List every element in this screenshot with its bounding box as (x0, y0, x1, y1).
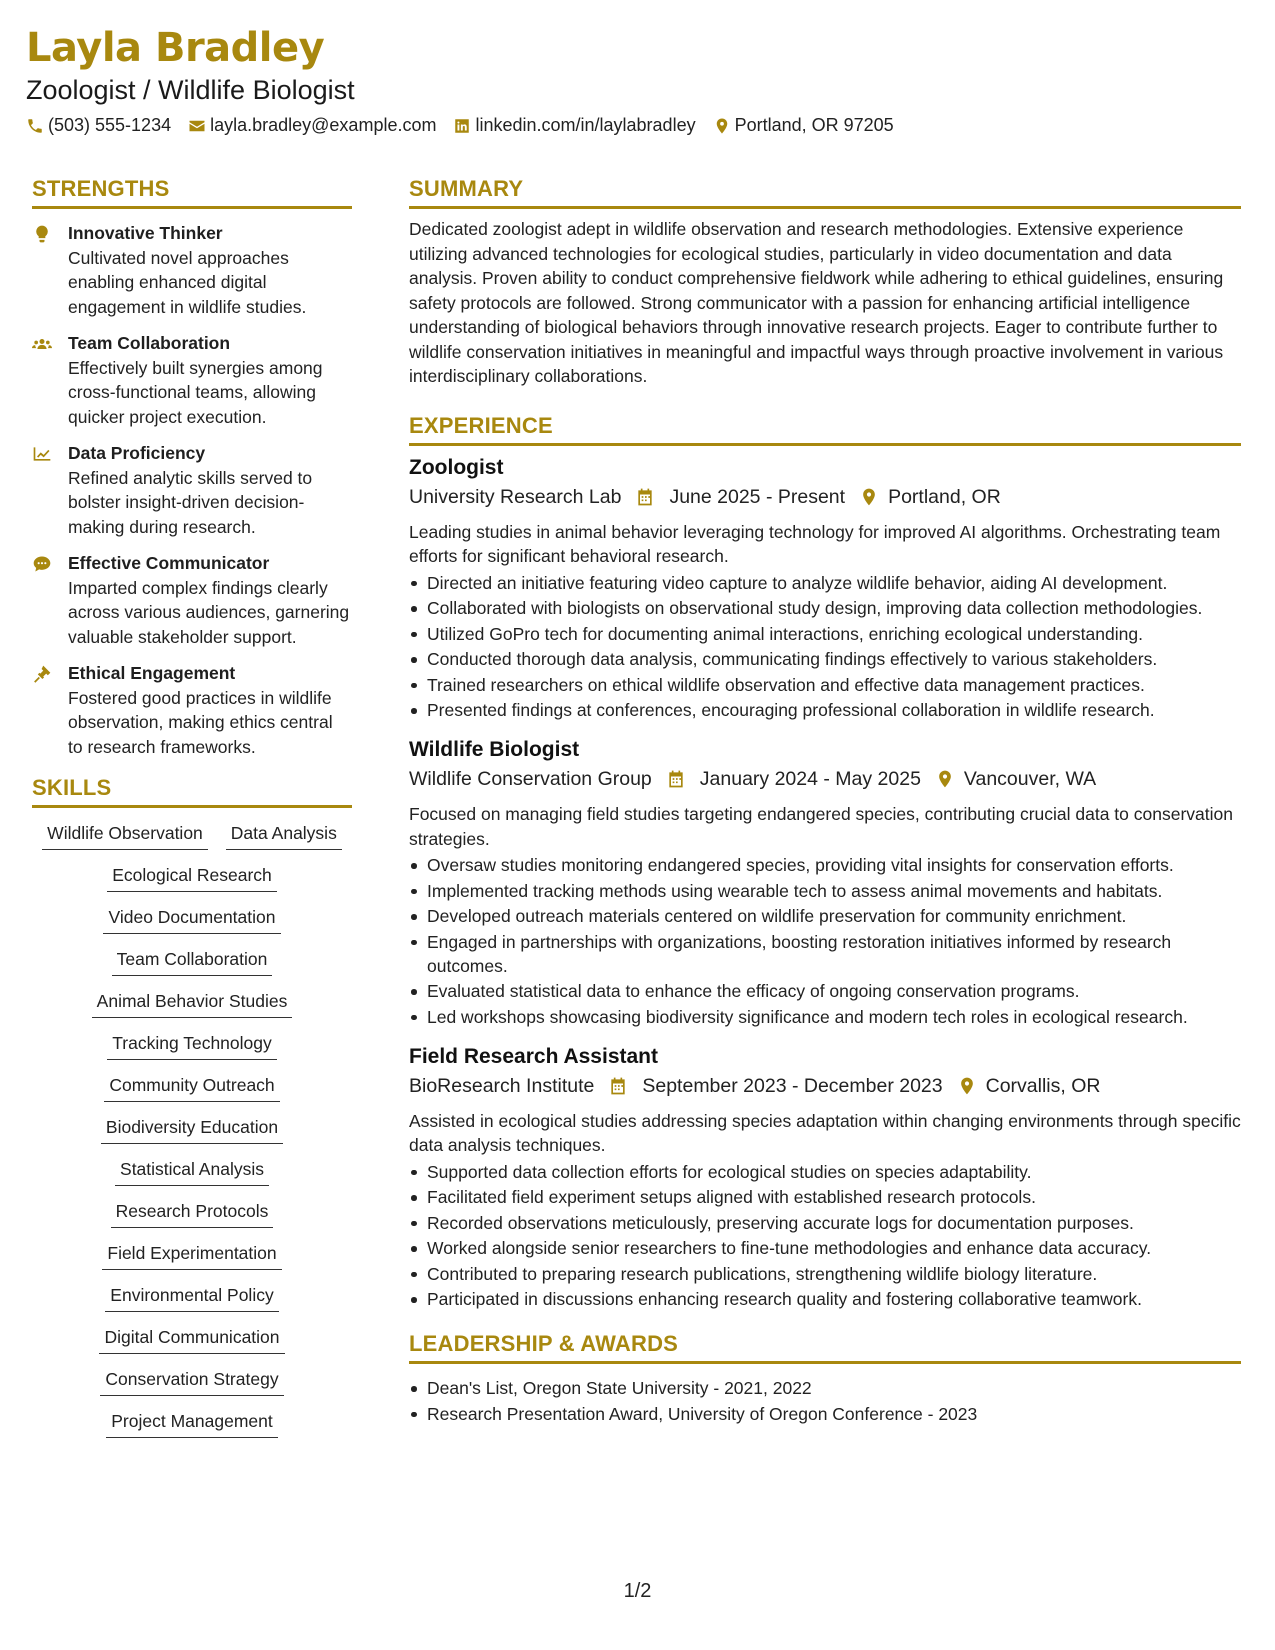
job-dates: June 2025 - Present (669, 485, 846, 508)
bullet-item: Collaborated with biologists on observational study design, improving data collection methodologies. (427, 596, 1241, 620)
job-dates: September 2023 - December 2023 (642, 1074, 943, 1097)
bullet-item: Trained researchers on ethical wildlife observation and effective data management practices. (427, 673, 1241, 697)
candidate-title: Zoologist / Wildlife Biologist (26, 75, 355, 105)
strengths-heading: STRENGTHS (32, 172, 352, 209)
skill-tag: Project Management (106, 1408, 277, 1438)
award-item: Research Presentation Award, University of Oregon Conference - 2023 (427, 1402, 1241, 1426)
job-location: Vancouver, WA (963, 768, 1097, 790)
strengths-list (32, 217, 352, 759)
skill-tag: Ecological Research (107, 862, 277, 892)
bullet-item: Recorded observations meticulously, preserving accurate logs for documentation purposes. (427, 1211, 1241, 1235)
phone-icon (26, 117, 44, 135)
skill-tag: Research Protocols (111, 1198, 274, 1228)
job-entry (409, 454, 1241, 723)
skill-tag: Team Collaboration (112, 946, 273, 976)
resume-header (26, 22, 1249, 136)
calendar-icon (608, 1076, 628, 1096)
location-text: Portland, OR 97205 (734, 115, 894, 135)
awards-list (409, 1372, 1241, 1426)
job-meta (409, 1071, 1241, 1101)
skill-tag: Conservation Strategy (100, 1366, 283, 1396)
strength-desc: Refined analytic skills served to bolster insight-driven decision-making during research. (68, 467, 313, 537)
bullet-item: Facilitated field experiment setups aligned with established research protocols. (427, 1185, 1241, 1209)
job-bullets (409, 853, 1241, 1029)
strength-title: Effective Communicator (68, 553, 270, 573)
contact-linkedin[interactable] (453, 115, 695, 136)
job-meta (409, 764, 1241, 794)
skill-tag: Digital Communication (99, 1324, 284, 1354)
strength-title: Data Proficiency (68, 443, 206, 463)
bullet-item: Utilized GoPro tech for documenting animal interactions, enriching ecological understanding. (427, 622, 1241, 646)
linkedin-icon (453, 117, 471, 135)
location-icon (859, 487, 879, 507)
job-description: Leading studies in animal behavior leveraging technology for improved AI algorithms. Orchestrating team efforts for significant behavioral research. (409, 521, 1221, 566)
skill-tag: Animal Behavior Studies (92, 988, 293, 1018)
skill-tag: Community Outreach (104, 1072, 279, 1102)
contact-email[interactable] (188, 115, 436, 136)
bullet-item: Led workshops showcasing biodiversity significance and modern tech roles in ecological research. (427, 1005, 1241, 1029)
job-title: Wildlife Biologist (409, 738, 580, 761)
bullet-item: Conducted thorough data analysis, communicating findings effectively to various stakeholders. (427, 647, 1241, 671)
phone-text: (503) 555-1234 (48, 115, 172, 135)
speech-bubble-icon (32, 554, 52, 574)
email-icon (188, 117, 206, 135)
job-location: Corvallis, OR (985, 1074, 1101, 1097)
bullet-item: Evaluated statistical data to enhance the efficacy of ongoing conservation programs. (427, 979, 1241, 1003)
bullet-item: Implemented tracking methods using wearable tech to assess animal movements and habitats. (427, 879, 1241, 903)
strength-title: Ethical Engagement (68, 663, 236, 683)
contact-phone[interactable] (26, 115, 171, 136)
strength-desc: Effectively built synergies among cross-functional teams, allowing quicker project execution. (68, 357, 323, 427)
job-location: Portland, OR (888, 485, 1001, 508)
strength-title: Innovative Thinker (68, 223, 223, 243)
job-bullets (409, 571, 1241, 723)
job-company: BioResearch Institute (409, 1074, 595, 1097)
calendar-icon (635, 487, 655, 507)
experience-heading: EXPERIENCE (409, 409, 1241, 446)
award-item: Dean's List, Oregon State University - 2021, 2022 (427, 1376, 1241, 1400)
location-icon (935, 769, 955, 789)
awards-heading: LEADERSHIP & AWARDS (409, 1327, 1241, 1364)
job-company: Wildlife Conservation Group (409, 768, 652, 790)
gavel-icon (32, 664, 52, 684)
job-description: Assisted in ecological studies addressing species adaptation within changing environments through specific data analysis techniques. (409, 1110, 1241, 1155)
skill-tag: Data Analysis (226, 820, 342, 850)
skill-tag: Biodiversity Education (101, 1114, 283, 1144)
strength-item (32, 551, 352, 649)
contact-location (713, 115, 894, 136)
skills-heading: SKILLS (32, 771, 352, 808)
bullet-item: Supported data collection efforts for ecological studies on species adaptability. (427, 1160, 1241, 1184)
job-meta (409, 482, 1241, 512)
skill-tag: Statistical Analysis (115, 1156, 269, 1186)
page-number: 1/2 (623, 1580, 652, 1602)
skill-tag: Environmental Policy (105, 1282, 278, 1312)
right-column (409, 172, 1241, 1427)
summary-heading: SUMMARY (409, 172, 1241, 209)
chart-line-icon (32, 444, 52, 464)
job-title: Zoologist (409, 455, 504, 479)
bullet-item: Developed outreach materials centered on wildlife preservation for community enrichment. (427, 904, 1241, 928)
skills-list (32, 816, 352, 1438)
strength-item (32, 441, 352, 539)
strength-desc: Fostered good practices in wildlife observation, making ethics central to research frameworks. (68, 687, 333, 757)
linkedin-text: linkedin.com/in/laylabradley (475, 115, 696, 135)
bullet-item: Contributed to preparing research publications, strengthening wildlife biology literature. (427, 1262, 1241, 1286)
job-description: Focused on managing field studies targeting endangered species, contributing crucial data to conservation strategies. (409, 804, 1233, 849)
strength-desc: Imparted complex findings clearly across various audiences, garnering valuable stakeholder support. (68, 577, 350, 647)
bullet-item: Participated in discussions enhancing research quality and fostering collaborative teamwork. (427, 1287, 1241, 1311)
bullet-item: Oversaw studies monitoring endangered species, providing vital insights for conservation efforts. (427, 853, 1241, 877)
job-entry (409, 1043, 1241, 1312)
bullet-item: Presented findings at conferences, encouraging professional collaboration in wildlife research. (427, 698, 1241, 722)
bullet-item: Engaged in partnerships with organizations, boosting restoration initiatives informed by research outcomes. (427, 930, 1241, 978)
strength-desc: Cultivated novel approaches enabling enhanced digital engagement in wildlife studies. (68, 247, 307, 317)
strength-item (32, 331, 352, 429)
job-title: Field Research Assistant (409, 1044, 658, 1068)
skill-tag: Tracking Technology (107, 1030, 277, 1060)
job-bullets (409, 1160, 1241, 1312)
job-dates: January 2024 - May 2025 (699, 768, 921, 790)
strength-item (32, 221, 352, 319)
skill-tag: Video Documentation (103, 904, 280, 934)
strength-title: Team Collaboration (68, 333, 231, 353)
lightbulb-icon (32, 224, 52, 244)
job-company: University Research Lab (409, 485, 622, 508)
strength-item (32, 661, 352, 759)
bullet-item: Worked alongside senior researchers to fine-tune methodologies and enhance data accuracy. (427, 1236, 1241, 1260)
location-icon (957, 1076, 977, 1096)
users-icon (32, 334, 52, 354)
calendar-icon (666, 769, 686, 789)
bullet-item: Directed an initiative featuring video capture to analyze wildlife behavior, aiding AI development. (427, 571, 1241, 595)
left-column (32, 172, 352, 1438)
location-icon (713, 117, 731, 135)
job-entry (409, 736, 1241, 1029)
candidate-name: Layla Bradley (26, 25, 325, 71)
skill-tag: Field Experimentation (102, 1240, 281, 1270)
contact-row (26, 115, 1249, 136)
skill-tag: Wildlife Observation (42, 820, 208, 850)
summary-text: Dedicated zoologist adept in wildlife observation and research methodologies. Extensive experience utilizing advanced technologies for ecological studies, particularly in video documentation and data analysis. Proven ability to conduct comprehensive fieldwork while adhering to ethical guidelines, ensuring safety protocols are followed. Strong communicator with a passion for enhancing artificial intelligence understanding of biological behaviors through innovative research projects. Eager to contribute further to wildlife conservation initiatives in meaningful and impactful ways through proactive involvement in various interdisciplinary collaborations. (409, 219, 1224, 386)
email-text: layla.bradley@example.com (210, 115, 437, 135)
